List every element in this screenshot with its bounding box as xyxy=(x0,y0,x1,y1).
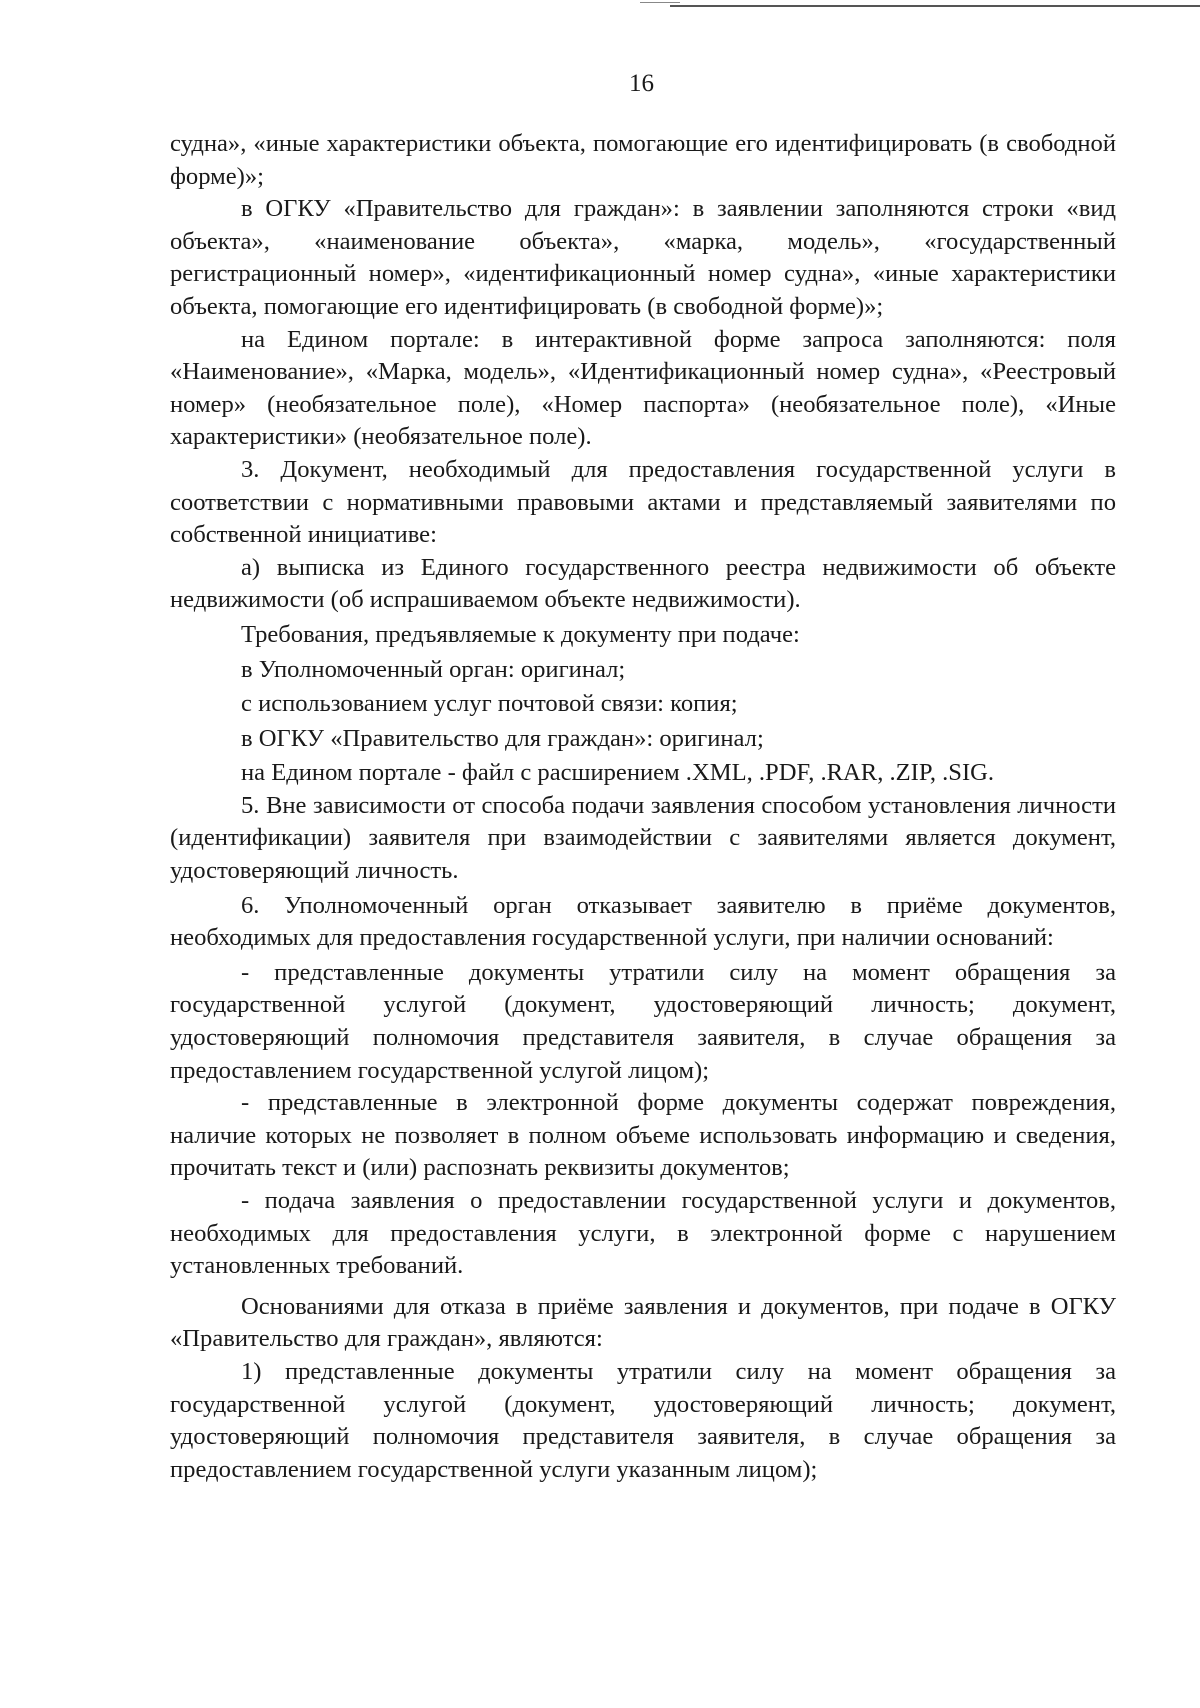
paragraph: на Едином портале - файл с расширением .XML, .PDF, .RAR, .ZIP, .SIG. xyxy=(241,759,995,787)
scan-artifact-line xyxy=(640,2,680,3)
paragraph: судна», «иные характеристики объекта, помогающие его идентифицировать (в свободной форме)»; xyxy=(170,130,1116,190)
paragraph: с использованием услуг почтовой связи: копия; xyxy=(241,690,738,718)
paragraph: а) выписка из Единого государственного реестра недвижимости об объекте недвижимости (об испрашиваемом объекте недвижимости). xyxy=(170,553,1116,614)
paragraph: в ОГКУ «Правительство для граждан»: оригинал; xyxy=(241,724,764,752)
paragraph: Основаниями для отказа в приёме заявления и документов, при подаче в ОГКУ «Правительство для граждан», являются: xyxy=(170,1292,1116,1353)
paragraph: в Уполномоченный орган: оригинал; xyxy=(241,655,626,683)
paragraph: 1) представленные документы утратили силу на момент обращения за государственной услугой (документ, удостоверяющий личность; документ, удостоверяющий полномочия представителя заявителя, в случае обращения за предоставлением государственной услуги указанным лицом); xyxy=(170,1357,1116,1483)
paragraph: 3. Документ, необходимый для предоставления государственной услуги в соответствии с нормативными правовыми актами и представляемый заявителями по собственной инициативе: xyxy=(170,455,1116,549)
paragraph: - подача заявления о предоставлении государственной услуги и документов, необходимых для предоставления услуги, в электронной форме с нарушением установленных требований. xyxy=(170,1187,1116,1280)
paragraph: - представленные в электронной форме документы содержат повреждения, наличие которых не позволяет в полном объеме использовать информацию и сведения, прочитать текст и (или) распознать реквизиты документов; xyxy=(170,1089,1116,1182)
document-body xyxy=(170,128,1116,1486)
scan-artifact-line xyxy=(670,5,1200,7)
paragraph: 6. Уполномоченный орган отказывает заявителю в приёме документов, необходимых для предоставления государственной услуги, при наличии оснований: xyxy=(170,891,1116,952)
paragraph: 5. Вне зависимости от способа подачи заявления способом установления личности (идентификации) заявителя при взаимодействии с заявителями является документ, удостоверяющий личность. xyxy=(170,791,1116,885)
page-number: 16 xyxy=(629,70,654,97)
paragraph: - представленные документы утратили силу на момент обращения за государственной услугой (документ, удостоверяющий личность; документ, удостоверяющий полномочия представителя заявителя, в случае обращения за предоставлением государственной услугой лицом); xyxy=(170,958,1116,1084)
paragraph: на Едином портале: в интерактивной форме запроса заполняются: поля «Наименование», «Марка, модель», «Идентификационный номер судна», «Реестровый номер» (необязательное поле), «Номер паспорта» (необязательное поле), «Иные характеристики» (необязательное поле). xyxy=(170,325,1116,451)
paragraph: в ОГКУ «Правительство для граждан»: в заявлении заполняются строки «вид объекта», «наименование объекта», «марка, модель», «государственный регистрационный номер», «идентификационный номер судна», «иные характеристики объекта, помогающие его идентифицировать (в свободной форме)»; xyxy=(170,195,1116,320)
paragraph: Требования, предъявляемые к документу при подаче: xyxy=(241,620,800,648)
